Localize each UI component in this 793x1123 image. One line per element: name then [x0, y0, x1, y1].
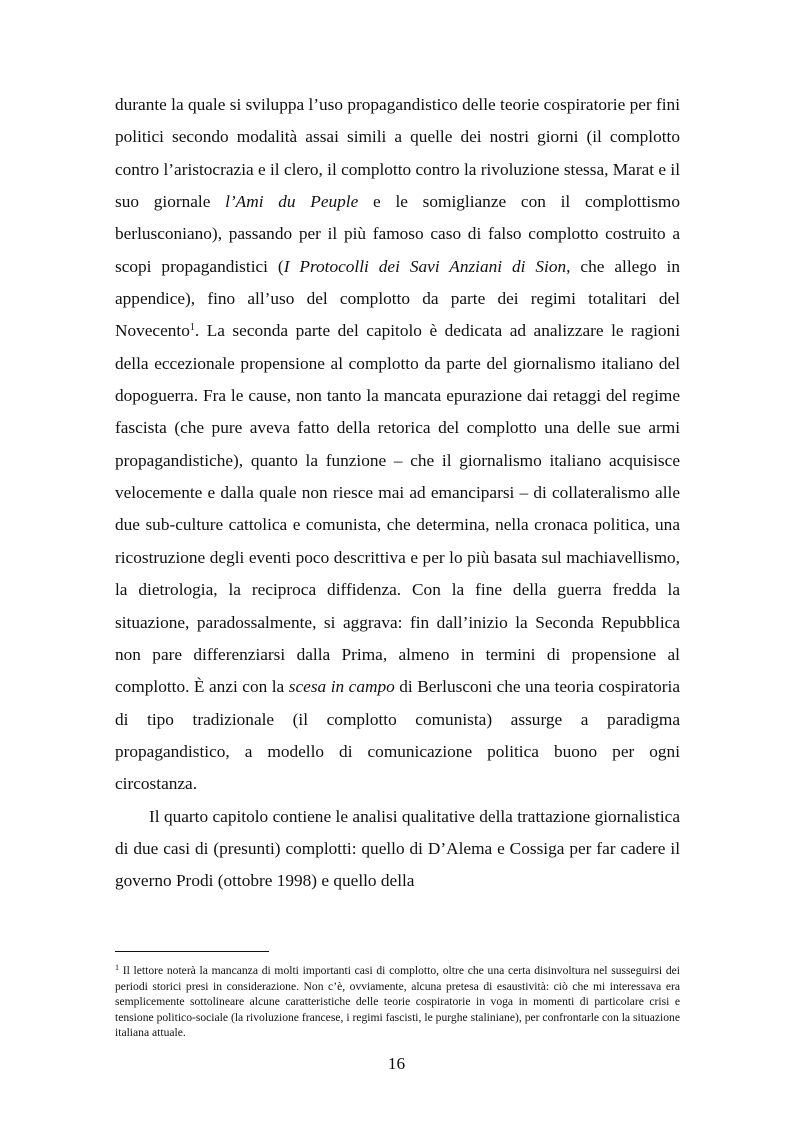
paragraph-1-part-1: durante la quale si sviluppa l’uso propagandistico delle teorie cospiratorie per fini politici secondo modalità assai simili a quelle dei nostri giorni (il complotto contro l’aristocrazia e il clero, il complotto contro la rivoluzione stessa, Marat e il suo giornale	[115, 95, 680, 212]
phrase-scesa-in-campo: scesa in campo	[288, 677, 395, 697]
main-text	[115, 89, 680, 898]
footnote-text: Il lettore noterà la mancanza di molti importanti casi di complotto, oltre che una certa disinvoltura nel susseguirsi dei periodi storici presi in considerazione. Non c’è, ovviamente, alcuna pretesa di esaustività: ciò che mi interessava era semplicemente sottolineare alcune caratteristiche delle teorie cospiratorie in voga in momenti di particolare crisi e tensione politico-sociale (la rivoluzione francese, i regimi fascisti, le purghe staliniane), per confrontarle con la situazione italiana attuale.	[115, 964, 680, 1040]
footnote-number: 1	[115, 963, 119, 972]
paragraph-1	[115, 89, 680, 801]
paragraph-1-part-5: di Berlusconi che una teoria cospiratoria di tipo tradizionale (il complotto comunista) assurge a paradigma propagandistico, a modello di comunicazione politica buono per ogni circostanza.	[115, 677, 680, 794]
newspaper-title-ami-du-peuple: l’Ami du Peuple	[225, 192, 359, 212]
footnote	[115, 963, 680, 1041]
paragraph-1-part-2: e le somiglianze con il complottismo berlusconiano), passando per il più famoso caso di falso complotto costruito a scopi propagandistici (	[115, 192, 680, 276]
page-number: 16	[387, 1054, 406, 1073]
paragraph-1-part-4: . La seconda parte del capitolo è dedicata ad analizzare le ragioni della eccezionale propensione al complotto da parte del giornalismo italiano del dopoguerra. Fra le cause, non tanto la mancata epurazione dai retaggi del regime fascista (che pure aveva fatto della retorica del complotto una delle sue armi propagandistiche), quanto la funzione – che il giornalismo italiano acquisisce velocemente e dalla quale non riesce mai ad emanciparsi – di collateralismo alle due sub-culture cattolica e comunista, che determina, nella cronaca politica, una ricostruzione degli eventi poco descrittiva e per lo più basata sul machiavellismo, la dietrologia, la reciproca diffidenza. Con la fine della guerra fredda la situazione, paradossalmente, si aggrava: fin dall’inizio la Seconda Repubblica non pare differenziarsi dalla Prima, almeno in termini di propensione al complotto. È anzi con la	[115, 321, 680, 697]
paragraph-2: Il quarto capitolo contiene le analisi qualitative della trattazione giornalistica di due casi di (presunti) complotti: quello di D’Alema e Cossiga per far cadere il governo Prodi (ottobre 1998) e quello della	[115, 806, 680, 891]
footnote-separator	[115, 951, 269, 952]
footnote-reference[interactable]: 1	[189, 322, 195, 334]
footnote-1	[115, 963, 680, 1041]
paragraph-1-part-3: , che allego in appendice), fino all’uso del complotto da parte dei regimi totalitari del Novecento	[115, 256, 680, 341]
book-title-protocolli: I Protocolli dei Savi Anziani di Sion	[283, 256, 567, 276]
